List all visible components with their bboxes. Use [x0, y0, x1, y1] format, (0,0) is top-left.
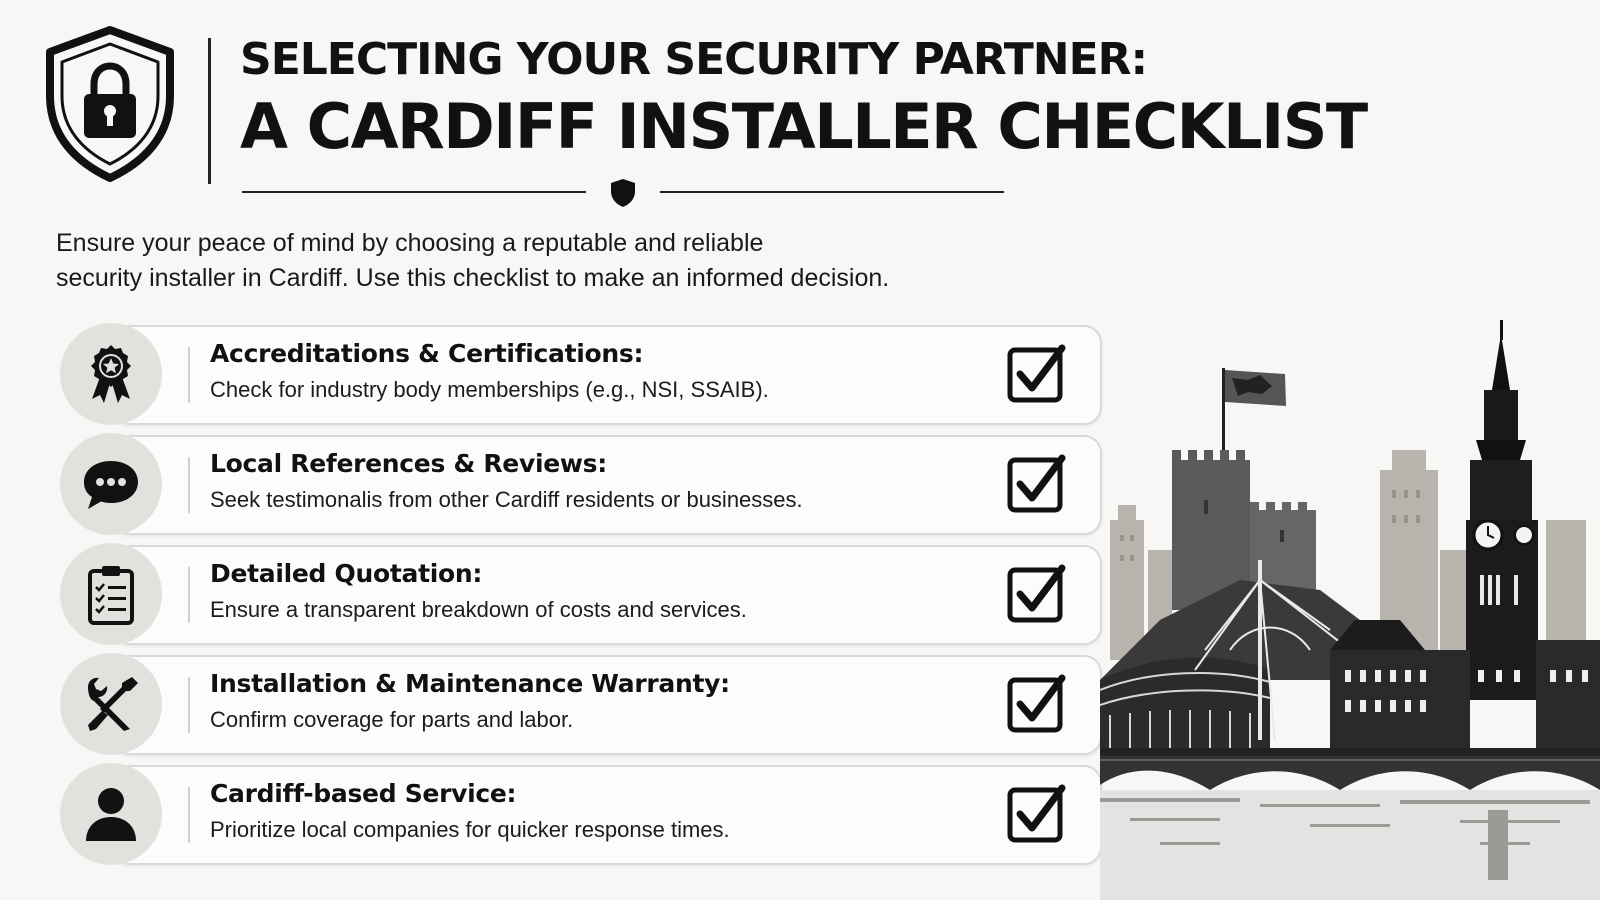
page-title-line2: A CARDIFF INSTALLER CHECKLIST — [240, 90, 1367, 163]
checklist-item-accreditations — [60, 325, 1102, 423]
chat-bubble-icon — [80, 453, 142, 515]
checklist-item-warranty — [60, 655, 1102, 753]
checklist-item-title: Installation & Maintenance Warranty: — [210, 669, 730, 698]
checklist-item-description: Confirm coverage for parts and labor. — [210, 707, 574, 732]
item-separator — [188, 787, 190, 843]
clipboard-checklist-icon — [80, 563, 142, 625]
item-separator — [188, 457, 190, 513]
checklist-item-title: Cardiff-based Service: — [210, 779, 517, 808]
intro-text — [56, 226, 1056, 296]
checklist-item-description: Seek testimonalis from other Cardiff residents or businesses. — [210, 487, 803, 512]
cardiff-skyline-illustration — [1100, 320, 1600, 900]
checklist-item-title: Local References & Reviews: — [210, 449, 607, 478]
intro-line1: Ensure your peace of mind by choosing a reputable and reliable — [56, 229, 764, 257]
checkbox-checked-icon[interactable] — [1006, 342, 1068, 404]
checklist-item-title: Accreditations & Certifications: — [210, 339, 644, 368]
icon-circle — [60, 433, 162, 535]
checklist-item-quotation — [60, 545, 1102, 643]
checklist-item-description: Prioritize local companies for quicker response times. — [210, 817, 730, 842]
icon-circle — [60, 323, 162, 425]
award-badge-icon — [80, 343, 142, 405]
item-separator — [188, 347, 190, 403]
page-title-line1: SELECTING YOUR SECURITY PARTNER: — [240, 34, 1148, 85]
checkbox-checked-icon[interactable] — [1006, 562, 1068, 624]
item-separator — [188, 567, 190, 623]
intro-line2: security installer in Cardiff. Use this checklist to make an informed decision. — [56, 264, 890, 292]
checkbox-checked-icon[interactable] — [1006, 782, 1068, 844]
item-separator — [188, 677, 190, 733]
checklist — [60, 325, 1102, 875]
icon-circle — [60, 543, 162, 645]
checklist-item-title: Detailed Quotation: — [210, 559, 483, 588]
title-rule-right — [660, 191, 1004, 193]
checklist-item-description: Check for industry body memberships (e.g., NSI, SSAIB). — [210, 377, 769, 402]
checklist-item-description: Ensure a transparent breakdown of costs and services. — [210, 597, 747, 622]
icon-circle — [60, 763, 162, 865]
checklist-item-local-service — [60, 765, 1102, 863]
title-divider — [208, 38, 211, 184]
person-icon — [80, 783, 142, 845]
checkbox-checked-icon[interactable] — [1006, 672, 1068, 734]
checkbox-checked-icon[interactable] — [1006, 452, 1068, 514]
wrench-screwdriver-icon — [80, 673, 142, 735]
title-rule-left — [242, 191, 586, 193]
shield-lock-icon — [42, 26, 178, 182]
checklist-item-references — [60, 435, 1102, 533]
icon-circle — [60, 653, 162, 755]
small-shield-icon — [610, 178, 636, 208]
